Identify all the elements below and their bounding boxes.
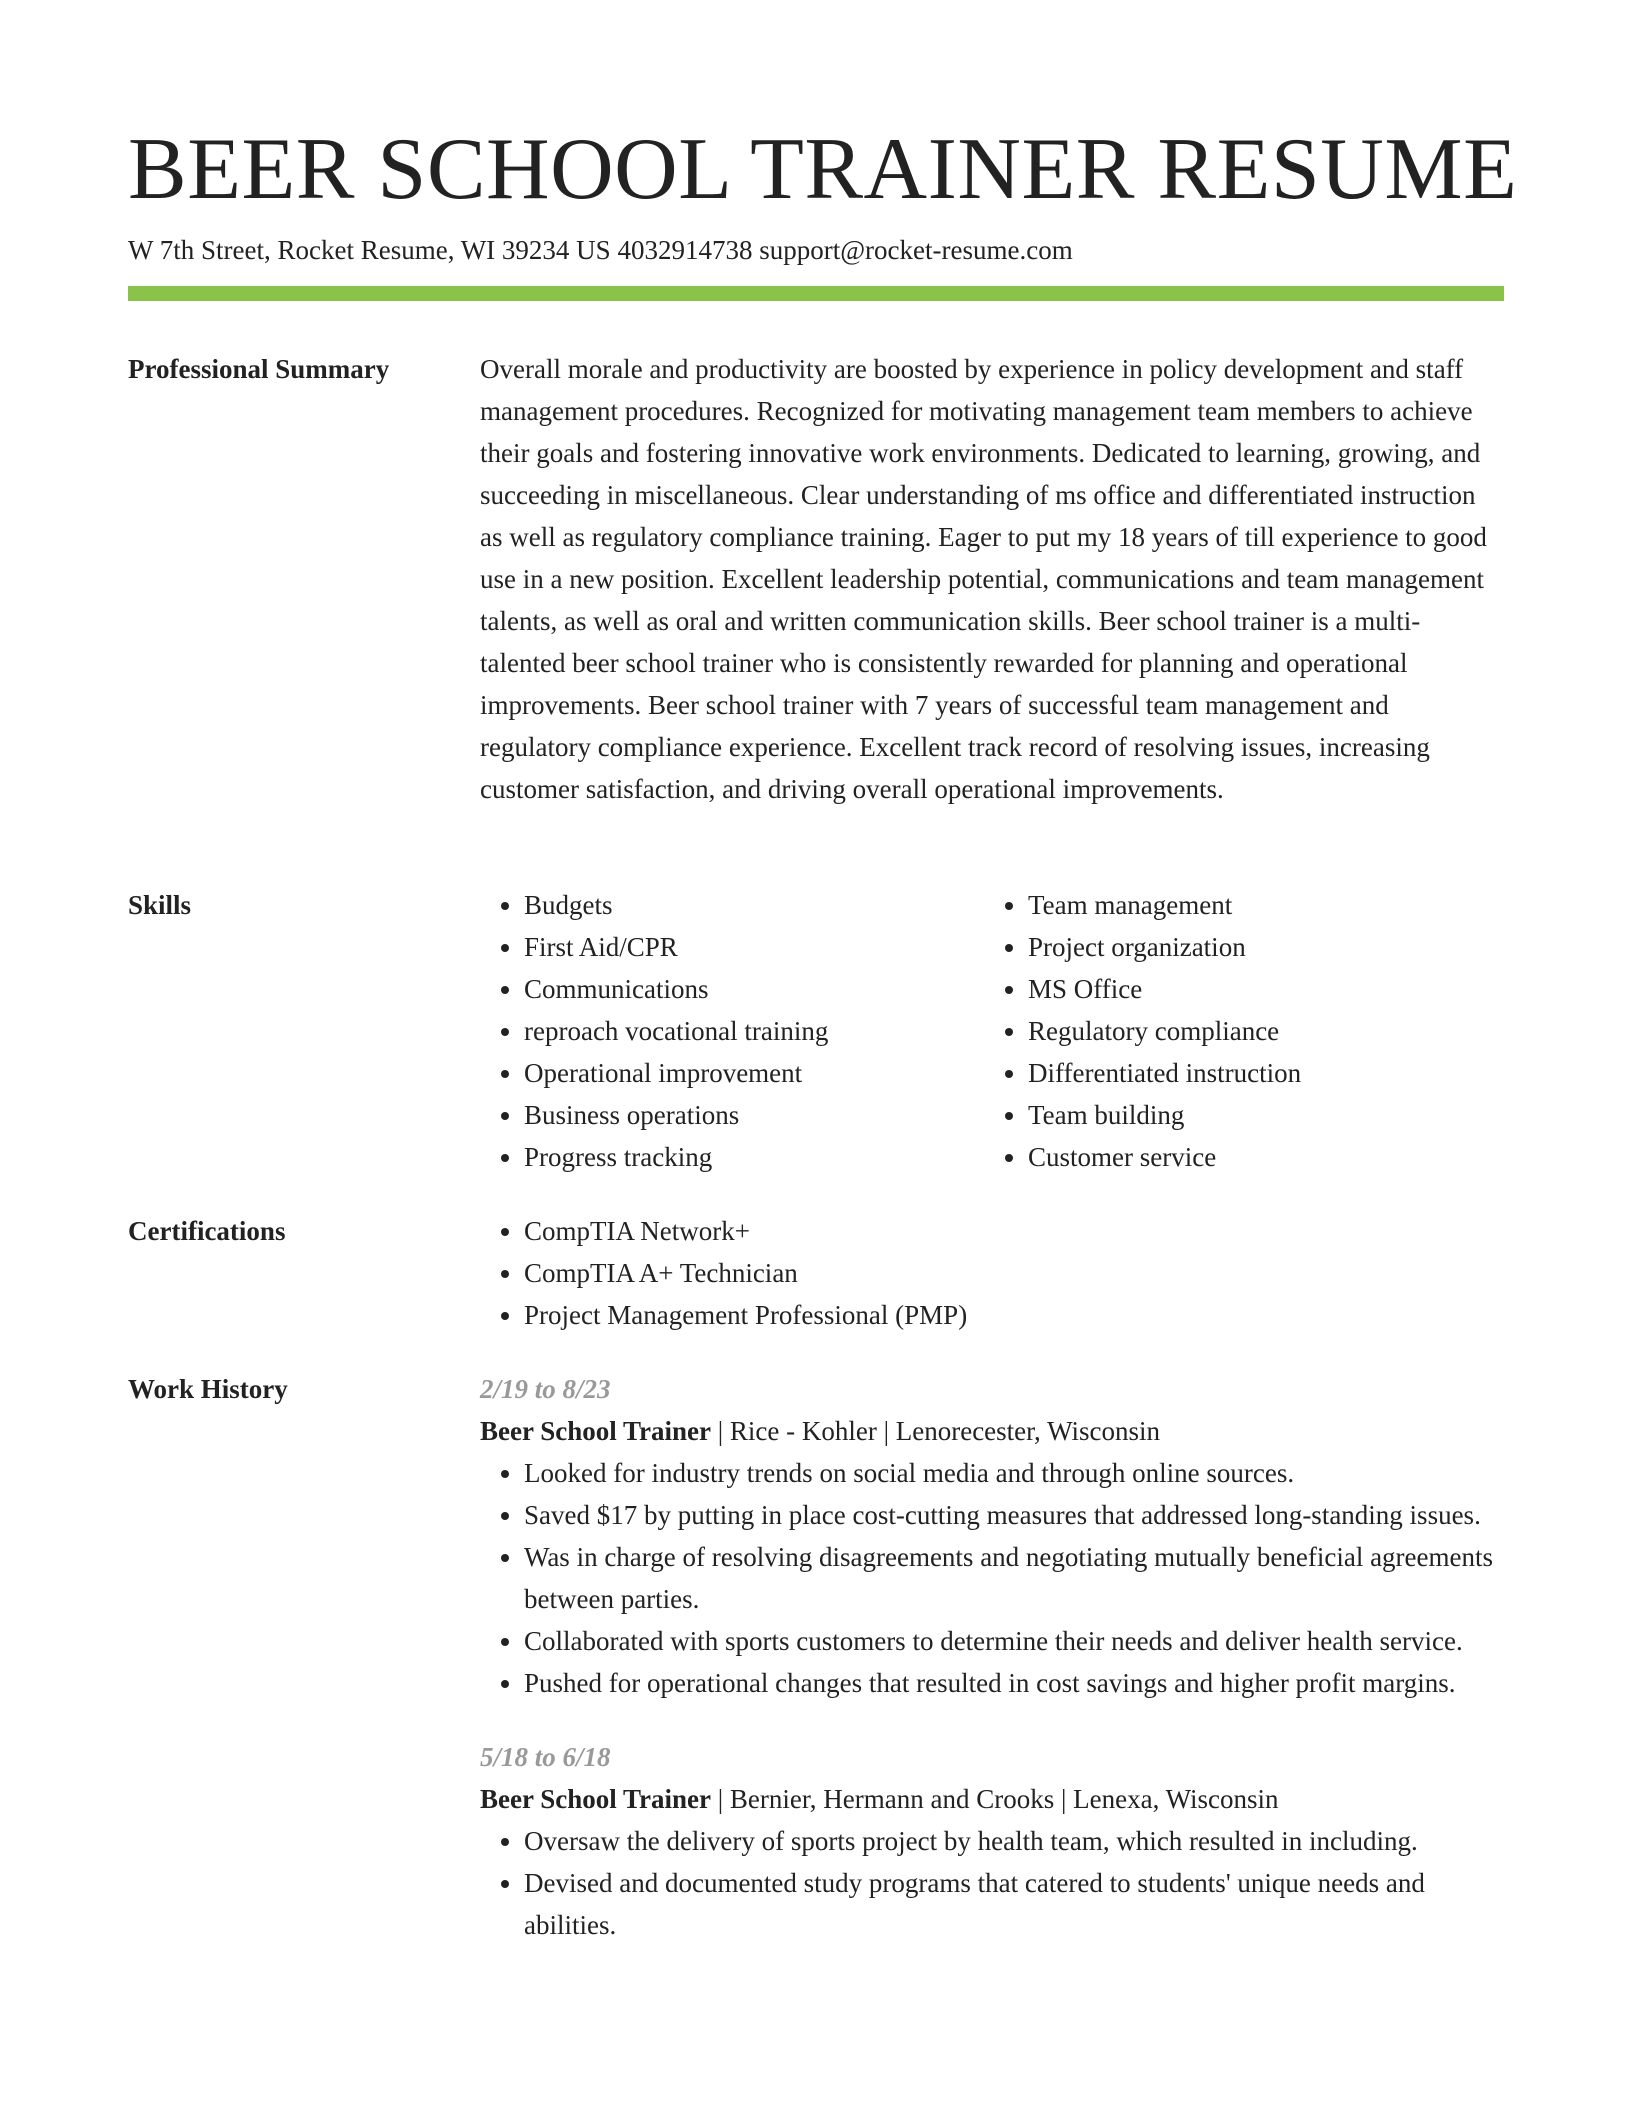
section-label-skills: Skills <box>128 890 192 920</box>
job-details: | Rice - Kohler | Lenorecester, Wisconsin <box>710 1416 1160 1446</box>
job-title: Beer School Trainer <box>480 1784 711 1814</box>
contact-info: W 7th Street, Rocket Resume, WI 39234 US 4032914738 support@rocket-resume.com <box>128 235 1073 265</box>
list-item: • Budgets <box>524 884 984 926</box>
list-item: • Saved $17 by putting in place cost-cutting measures that addressed long-standing issues. <box>524 1494 1504 1536</box>
summary-text: Overall morale and productivity are boosted by experience in policy development and staff management procedures. Recognized for motivating management team members to achieve their goals and fostering innovative work environments. Dedicated to learning, growing, and succeeding in miscellaneous. Clear understanding of ms office and differentiated instruction as well as regulatory compliance training. Eager to put my 18 years of till experience to good use in a new position. Excellent leadership potential, communications and team management talents, as well as oral and written communication skills. Beer school trainer is a multi-talented beer school trainer who is consistently rewarded for planning and operational improvements. Beer school trainer with 7 years of successful team management and regulatory compliance experience. Excellent track record of resolving issues, increasing customer satisfaction, and driving overall operational improvements. <box>480 354 1487 804</box>
section-label-summary: Professional Summary <box>128 354 390 384</box>
page-title: BEER SCHOOL TRAINER RESUME <box>128 121 1518 218</box>
skills-column-left <box>480 884 984 1178</box>
certifications-body <box>480 1210 1504 1336</box>
job-dates: 2/19 to 8/23 <box>480 1374 611 1404</box>
list-item: • reproach vocational training <box>524 1010 984 1052</box>
list-item: • Regulatory compliance <box>1028 1010 1488 1052</box>
list-item: • Communications <box>524 968 984 1010</box>
job-dates: 5/18 to 6/18 <box>480 1742 611 1772</box>
list-item: • Collaborated with sports customers to determine their needs and deliver health service. <box>524 1620 1504 1662</box>
list-item: • Operational improvement <box>524 1052 984 1094</box>
list-item: • Customer service <box>1028 1136 1488 1178</box>
skills-body <box>480 884 1504 1178</box>
list-item: • First Aid/CPR <box>524 926 984 968</box>
job-header <box>480 1410 1504 1452</box>
list-item: • Was in charge of resolving disagreements and negotiating mutually beneficial agreements between parties. <box>524 1536 1504 1620</box>
job-entry <box>480 1736 1504 1946</box>
skills-column-right <box>984 884 1488 1178</box>
job-header <box>480 1778 1504 1820</box>
section-label-work-history: Work History <box>128 1374 288 1404</box>
list-item: • Team management <box>1028 884 1488 926</box>
list-item: • Progress tracking <box>524 1136 984 1178</box>
list-item: • Team building <box>1028 1094 1488 1136</box>
job-bullets <box>480 1452 1504 1704</box>
job-title: Beer School Trainer <box>480 1416 711 1446</box>
list-item: • MS Office <box>1028 968 1488 1010</box>
list-item: • Looked for industry trends on social media and through online sources. <box>524 1452 1504 1494</box>
job-bullets <box>480 1820 1504 1946</box>
list-item: • Oversaw the delivery of sports project by health team, which resulted in including. <box>524 1820 1504 1862</box>
list-item: • Pushed for operational changes that resulted in cost savings and higher profit margins. <box>524 1662 1504 1704</box>
list-item: • Devised and documented study programs that catered to students' unique needs and abilities. <box>524 1862 1504 1946</box>
list-item: • Project Management Professional (PMP) <box>524 1294 1504 1336</box>
job-entry <box>480 1368 1504 1704</box>
work-history-body <box>480 1368 1504 1946</box>
list-item: • Project organization <box>1028 926 1488 968</box>
section-label-certifications: Certifications <box>128 1216 286 1246</box>
list-item: • CompTIA A+ Technician <box>524 1252 1504 1294</box>
list-item: • CompTIA Network+ <box>524 1210 1504 1252</box>
list-item: • Differentiated instruction <box>1028 1052 1488 1094</box>
accent-divider <box>128 286 1504 301</box>
list-item: • Business operations <box>524 1094 984 1136</box>
job-details: | Bernier, Hermann and Crooks | Lenexa, Wisconsin <box>710 1784 1279 1814</box>
summary-body <box>480 348 1504 810</box>
